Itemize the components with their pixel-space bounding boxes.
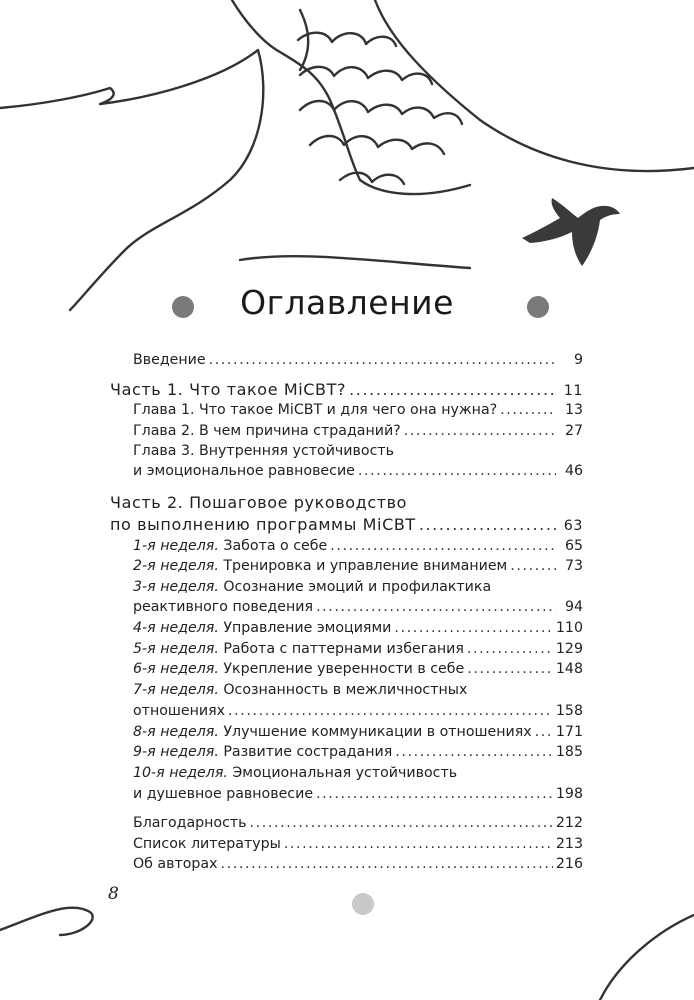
page-number: 8 [108, 884, 119, 904]
toc-entry[interactable]: Об авторах ..... 216 [133, 856, 583, 872]
toc-entry[interactable]: Список литературы ..... 213 [133, 836, 583, 852]
toc-week-entry[interactable]: 8-я неделя. Улучшение коммуникации в отношениях ..... 171 [133, 724, 583, 740]
toc-week-line1: 10-я неделя. Эмоциональная устойчивость [133, 765, 458, 781]
toc-week-entry[interactable]: и душевное равновесие ..... 198 [133, 786, 583, 802]
toc-week-entry[interactable]: 4-я неделя. Управление эмоциями ..... 110 [133, 620, 583, 636]
toc-entry[interactable]: и эмоциональное равновесие ..... 46 [133, 463, 583, 479]
page-title: Оглавление [240, 283, 454, 322]
toc-week-line1: 7-я неделя. Осознанность в межличностных [133, 682, 468, 698]
small-bird-icon [522, 198, 620, 266]
toc-week-entry[interactable]: 2-я неделя. Тренировка и управление вниманием ..... 73 [133, 558, 583, 574]
toc-week-entry[interactable]: реактивного поведения ..... 94 [133, 599, 583, 615]
toc-entry[interactable]: Глава 1. Что такое MiCBT и для чего она нужна? ..... 13 [133, 402, 583, 418]
toc-entry[interactable]: Благодарность ..... 212 [133, 815, 583, 831]
toc-week-entry[interactable]: 1-я неделя. Забота о себе ..... 65 [133, 538, 583, 554]
toc-part-entry[interactable]: по выполнению программы MiCBT ..... 63 [110, 515, 583, 534]
toc-part-line1: Часть 2. Пошаговое руководство [110, 493, 408, 512]
toc-week-entry[interactable]: 9-я неделя. Развитие сострадания ..... 185 [133, 744, 583, 760]
toc-entry[interactable]: Глава 2. В чем причина страданий? ..... 27 [133, 423, 583, 439]
toc-part-entry[interactable]: Часть 1. Что такое MiCBT? ..... 11 [110, 380, 583, 399]
toc-week-entry[interactable]: 5-я неделя. Работа с паттернами избегания ..... 129 [133, 641, 583, 657]
toc-entry[interactable]: Введение ..... 9 [133, 352, 583, 368]
toc-week-entry[interactable]: отношениях ..... 158 [133, 703, 583, 719]
toc-entry-line1: Глава 3. Внутренняя устойчивость [133, 443, 394, 459]
toc-week-line1: 3-я неделя. Осознание эмоций и профилактика [133, 579, 492, 595]
toc-week-entry[interactable]: 6-я неделя. Укрепление уверенности в себе ..... 148 [133, 661, 583, 677]
